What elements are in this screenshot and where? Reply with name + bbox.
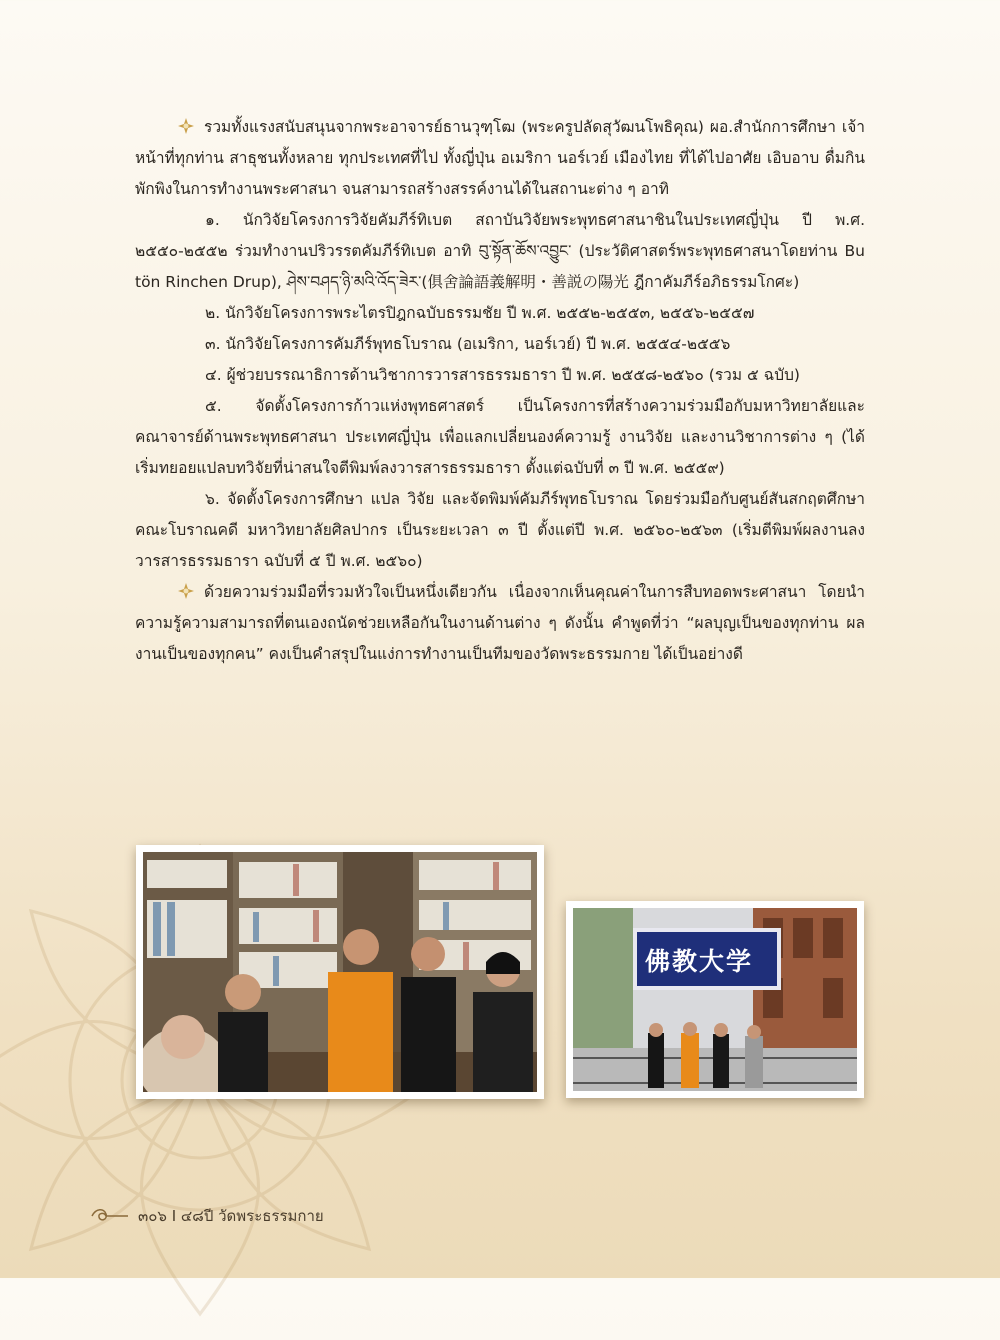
library-scene-image	[143, 852, 537, 1092]
list-item-6: ๖. จัดตั้งโครงการศึกษา แปล วิจัย และจัดพิมพ์คัมภีร์พุทธโบราณ โดยร่วมมือกับศูนย์สันสกฤตศึกษา คณะโบราณคดี มหาวิทยาลัยศิลปากร เป็นระยะเวลา ๓ ปี ตั้งแต่ปี พ.ศ. ๒๕๖๐-๒๕๖๓ (เริ่มตีพิมพ์ผลงานลงวารสารธรรมธารา ฉบับที่ ๕ ปี พ.ศ. ๒๕๖๐)	[135, 490, 865, 570]
closing-paragraph: ด้วยความร่วมมือที่รวมหัวใจเป็นหนึ่งเดียวกัน เนื่องจากเห็นคุณค่าในการสืบทอดพระศาสนา โดยนำความรู้ความสามารถที่ตนเองถนัดช่วยเหลือกันในงานด้านต่าง ๆ ดังนั้น คำพูดที่ว่า “ผลบุญเป็นของทุกท่าน ผลงานเป็นของทุกคน” คงเป็นคำสรุปในแง่การทำงานเป็นทีมของวัดพระธรรมกาย ได้เป็นอย่างดี	[135, 583, 865, 663]
sign-text: 佛教大学	[645, 947, 754, 976]
list-item-4: ๔. ผู้ช่วยบรรณาธิการด้านวิชาการวารสารธรรมธารา ปี พ.ศ. ๒๕๕๘-๒๕๖๐ (รวม ๕ ฉบับ)	[205, 366, 800, 384]
list-item-5: ๕. จัดตั้งโครงการก้าวแห่งพุทธศาสตร์ เป็นโครงการที่สร้างความร่วมมือกับมหาวิทยาลัยและคณาจารย์ด้านพระพุทธศาสนา ประเทศญี่ปุ่น เพื่อแลกเปลี่ยนองค์ความรู้ งานวิจัย และงานวิชาการต่าง ๆ (ได้เริ่มทยอยแปลบทวิจัยที่น่าสนใจตีพิมพ์ลงวารสารธรรมธารา ตั้งแต่ฉบับที่ ๓ ปี พ.ศ. ๒๕๕๙)	[135, 397, 865, 477]
photo-university-sign	[566, 901, 864, 1098]
list-item-2: ๒. นักวิจัยโครงการพระไตรปิฎกฉบับธรรมชัย ปี พ.ศ. ๒๕๕๒-๒๕๕๓, ๒๕๕๖-๒๕๕๗	[205, 304, 755, 322]
list-item-3: ๓. นักวิจัยโครงการคัมภีร์พุทธโบราณ (อเมริกา, นอร์เวย์) ปี พ.ศ. ๒๕๕๔-๒๕๕๖	[205, 335, 731, 353]
photo-library-meeting	[136, 845, 544, 1099]
swirl-ornament-icon	[90, 1208, 130, 1224]
list-item-1: ๑. นักวิจัยโครงการวิจัยคัมภีร์ทิเบต สถาบันวิจัยพระพุทธศาสนาชินในประเทศญี่ปุ่น ปี พ.ศ. ๒๕๕๐-๒๕๕๒ ร่วมทำงานปริวรรตคัมภีร์ทิเบต อาทิ བུ་སྟོན་ཆོས་འབྱུང་ (ประวัติศาสตร์พระพุทธศาสนาโดยท่าน Bu tön Rinchen Drup), ཤེས་བཤད་ཉི་མའི་འོད་ཟེར་(俱舍論語義解明・善説の陽光 ฎีกาคัมภีร์อภิธรรมโกศะ)	[135, 211, 865, 291]
diamond-bullet-icon	[178, 583, 194, 599]
intro-paragraph: รวมทั้งแรงสนับสนุนจากพระอาจารย์ธานวุฑฺโฒ (พระครูปลัดสุวัฒนโพธิคุณ) ผอ.สำนักการศึกษา เจ้าหน้าที่ทุกท่าน สาธุชนทั้งหลาย ทุกประเทศที่ไป ทั้งญี่ปุ่น อเมริกา นอร์เวย์ เมืองไทย ที่ได้ไปอาศัย เอิบอาบ ดื่มกิน พักพิงในการทำงานพระศาสนา จนสามารถสร้างสรรค์งานได้ในสถานะต่าง ๆ อาทิ	[135, 118, 865, 198]
article-body	[135, 112, 865, 670]
footer-page-label: ๓๐๖ I ๔๘ปี วัดพระธรรมกาย	[138, 1207, 324, 1225]
page-footer	[90, 1204, 324, 1228]
university-sign	[633, 928, 781, 990]
diamond-bullet-icon	[178, 118, 194, 134]
